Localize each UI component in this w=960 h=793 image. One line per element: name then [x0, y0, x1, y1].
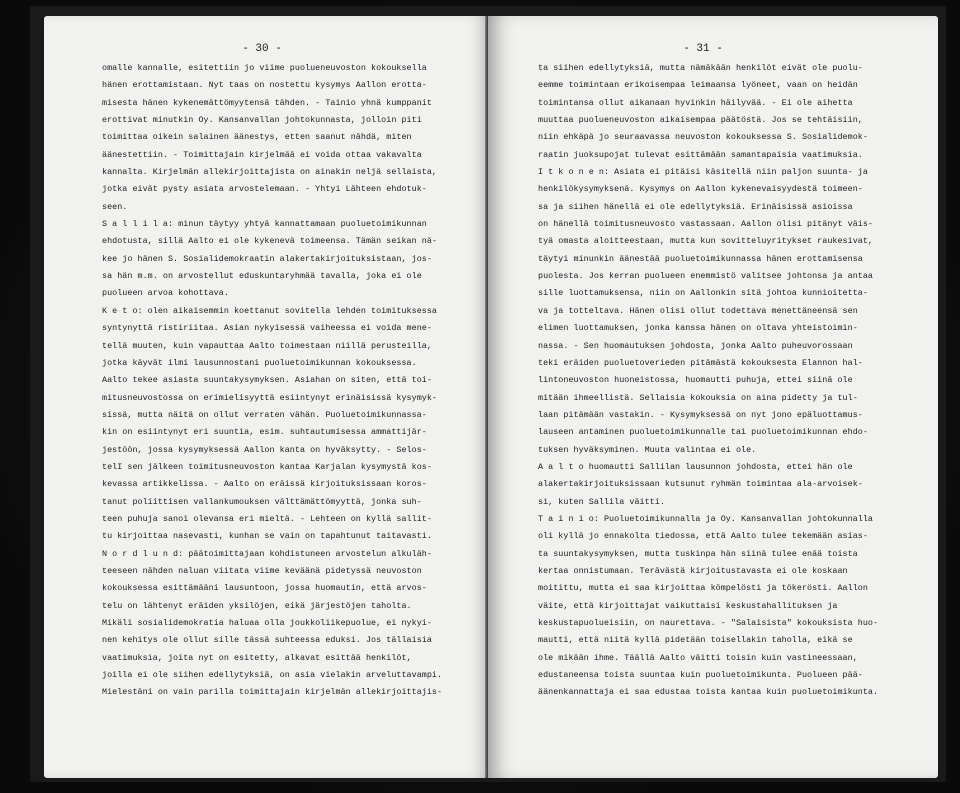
text-line: Aalto tekee asiasta suuntakysymyksen. Asiahan on siten, että toi-	[102, 375, 432, 386]
text-line: on hänellä toimitusneuvosto vastassaan. Aallon olisi pitänyt väis-	[538, 219, 874, 230]
text-line: sa ja siihen hänellä ei ole edellytyksiä. Erinäisissä asioissa	[538, 201, 853, 212]
text-line: omalle kannalle, esitettiin jo viime puolueneuvoston kokouksella	[102, 63, 427, 73]
text-line: täytyi minunkin äänestää puoluetoimikunnassa hänen erottamisensa	[538, 253, 863, 264]
text-line: laan pitämään vastakin. - Kysymyksessä on nyt jono epäluottamus-	[538, 409, 863, 420]
text-line: tuksen hyväksyminen. Muuta valintaa ei ole.	[538, 444, 757, 455]
text-line: oli kyllä jo ennakolta tiedossa, että Aalto tulee tekemään asias-	[538, 531, 868, 542]
text-line: ta suuntakysymyksen, mutta tuskinpa hän siinä tulee enää toista	[538, 548, 858, 559]
text-line: eemme toimintaan erikoisempaa leimaansa lyöneet, vaan on heidän	[538, 80, 858, 91]
text-line: mitään ihmeellistä. Sellaisia kokouksia on aina pidetty ja tul-	[538, 392, 858, 403]
text-line: tellä muuten, kuin vapauttaa Aalto toimestaan niillä perusteilla,	[102, 340, 432, 351]
text-line: jotka käyvät ilmi lausunnostani puoluetoimikunnan kokouksessa.	[102, 357, 417, 368]
text-line: tyä omasta aloitteestaan, mutta kun sovitteluyritykset raukesivat,	[538, 236, 874, 247]
text-line: lintoneuvoston huoneistossa, huomautti puhuja, ettei siinä ole	[538, 375, 853, 386]
text-line: raatin juoksupojat tulevat esittämään samantapaisia vaatimuksia.	[538, 149, 863, 160]
text-line: A a l t o huomautti Sallilan lausunnon johdosta, ettei hän ole	[538, 461, 853, 472]
text-line: edustaneensa toista suuntaa kuin puoluetoimikunta. Puolueen pää-	[538, 670, 863, 681]
text-line: keskustapuolueisiin, on naurettava. - "Salaisista" kokouksista huo-	[538, 618, 879, 628]
text-line: muuttaa puolueneuvoston aikaisempaa päätöstä. Jos se tehtäisiin,	[538, 115, 863, 126]
text-line: nen kehitys ole ollut sille tässä suhteessa eduksi. Jos tällaisia	[102, 635, 432, 646]
text-line: kin on esiintynyt eri suuntia, esim. suhtautumisessa ammattijär-	[102, 427, 427, 438]
text-line: telu on lähtenyt eräiden yksilöjen, eikä järjestöjen taholta.	[102, 600, 412, 611]
text-line: elimen luottamuksen, jonka kanssa hänen on oltava yhteistoimin-	[538, 323, 858, 334]
text-line: mautti, että niitä kyllä pidetään toisellakin taholla, eikä se	[538, 635, 853, 646]
text-line: I t k o n e n: Asiata ei pitäisi käsitellä niin paljon suunta- ja	[538, 167, 868, 178]
text-line: tanut poliittisen vallankumouksen välttämättömyyttä, jonka suh-	[102, 496, 422, 507]
text-line: toimittaa oikein salainen äänestys, etten saanut nähdä, miten	[102, 132, 412, 143]
text-line: T a i n i o: Puoluetoimikunnalla ja Oy. Kansanvallan johtokunnalla	[538, 513, 874, 524]
text-line: ehdotusta, sillä Aalto ei ole kykenevä toimeensa. Tämän seikan nä-	[102, 236, 438, 247]
right-page-text	[538, 60, 928, 702]
text-line: kevassa artikkelissa. - Aalto on eräissä kirjoituksissaan koros-	[102, 479, 427, 490]
text-line: Mikäli sosialidemokratia haluaa olla joukkoliikepuolue, ei nykyi-	[102, 618, 432, 628]
text-line: lauseen antaminen puoluetoimikunnalle tai puoluetoimikunnan ehdo-	[538, 427, 868, 438]
text-line: ole mikään ihme. Täällä Aalto väitti toisin kuin vastineessaan,	[538, 652, 858, 663]
text-line: teen puhuja sanoi olevansa eri mieltä. - Lehteen on kyllä sallit-	[102, 513, 432, 524]
left-page	[44, 16, 490, 778]
text-line: äänestettiin. - Toimittajain kirjelmää ei voida ottaa vakavalta	[102, 149, 422, 160]
text-line: moitittu, mutta ei saa kirjoittaa kömpelösti ja tökerösti. Aallon	[538, 583, 868, 594]
text-line: seen.	[102, 201, 128, 212]
text-line: K e t o: olen aikaisemmin koettanut sovitella lehden toimituksessa	[102, 305, 438, 316]
left-page-text	[102, 60, 482, 702]
text-line: vaatimuksia, joita nyt on esitetty, alkavat esittää henkilöt,	[102, 652, 412, 663]
right-page-number: - 31 -	[683, 43, 723, 55]
left-page-number: - 30 -	[242, 43, 282, 55]
text-line: henkilökysymyksenä. Kysymys on Aallon kykenevaisyydestä toimeen-	[538, 184, 863, 195]
text-line: nassa. - Sen huomautuksen johdosta, jonka Aalto puheuvorossaan	[538, 340, 853, 351]
text-line: syntynyttä ristiriitaa. Asian nykyisessä vaiheessa ei voida mene-	[102, 323, 432, 334]
text-line: sa hän m.m. on arvostellut eduskuntaryhmää tavalla, joka ei ole	[102, 271, 422, 282]
text-line: väite, että kirjoittajat vaikuttaisi keskustahallituksen ja	[538, 600, 838, 611]
text-line: teki eräiden puoluetoverieden pitämästä kokouksesta Elannon hal-	[538, 357, 863, 368]
text-line: toimintansa ollut aikanaan hyvinkin häilyvää. - Ei ole aihetta	[538, 97, 853, 108]
text-line: kertaa onnistumaan. Terävästä kirjoitustavasta ei ole koskaan	[538, 565, 848, 576]
right-page	[488, 16, 938, 778]
text-line: si, kuten Sallila väitti.	[538, 496, 665, 507]
text-line: tu kirjoittaa nasevasti, kunhan se vain on tapahtunut taitavasti.	[102, 531, 432, 542]
text-line: jestöön, jossa kysymyksessä Aallon kanta on hyväksytty. - Selos-	[102, 444, 427, 455]
text-line: S a l l i l a: minun täytyy yhtyä kannattamaan puoluetoimikunnan	[102, 219, 427, 230]
text-line: kee jo hänen S. Sosialidemokraatin alakertakirjoituksistaan, jos-	[102, 253, 432, 264]
text-line: teeseen nähden naluan viitata viime keväänä pidetyssä neuvoston	[102, 565, 422, 576]
text-line: kannalta. Kirjelmän allekirjoittajista on ainakin neljä sellaista,	[102, 167, 438, 178]
text-line: erottivat minutkin Oy. Kansanvallan johtokunnasta, jolloin piti	[102, 115, 422, 126]
text-line: äänenkannattaja ei saa edustaa toista kantaa kuin puoluetoimikunta.	[538, 687, 879, 698]
text-line: jotka eivät pysty asiata arvostelemaan. - Yhtyi Lähteen ehdotuk-	[102, 184, 427, 195]
text-line: mitusneuvostossa on erimielisyyttä esiintynyt erinäisissä kysymyk-	[102, 392, 438, 403]
text-line: puolueen arvoa kohottava.	[102, 288, 229, 299]
text-line: ta siihen edellytyksiä, mutta nämäkään henkilöt eivät ole puolu-	[538, 63, 863, 73]
open-book	[30, 6, 946, 782]
text-line: niin ehkäpä jo seuraavassa neuvoston kokouksessa S. Sosialidemok-	[538, 132, 868, 143]
text-line: sille luottamuksensa, niin on Aallonkin sitä johtoa kunnioitetta-	[538, 288, 868, 299]
text-line: Mielestäni on vain parilla toimittajain kirjelmän allekirjoittajis-	[102, 687, 443, 698]
text-line: kokouksessa esittämääni lausuntoon, jossa huomautin, että arvos-	[102, 583, 427, 594]
text-line: joilla ei ole siihen edellytyksiä, on asia vielakin arveluttavampi.	[102, 670, 443, 681]
text-line: sissä, mutta näitä on ollut verraten vähän. Puoluetoimikunnassa-	[102, 409, 427, 420]
text-line: hänen erottamistaan. Nyt taas on nostettu kysymys Aallon erotta-	[102, 80, 427, 91]
text-line: va ja totteltava. Hänen olisi ollut todettava menettäneensä sen	[538, 305, 858, 316]
text-line: puolesta. Jos kerran puolueen enemmistö valitsee johtonsa ja antaa	[538, 271, 874, 282]
text-line: alakertakirjoituksissaan kutsunut ryhmän toimintaa ala-arvoisek-	[538, 479, 863, 490]
text-line: telI sen jälkeen toimitusneuvoston kantaa Karjalan kysymystä kos-	[102, 461, 432, 472]
text-line: misesta hänen kykenemättömyytensä tähden. - Tainio yhnä kumppanit	[102, 97, 432, 108]
text-line: N o r d l u n d: päätoimittajaan kohdistuneen arvostelun alkuläh-	[102, 548, 432, 559]
